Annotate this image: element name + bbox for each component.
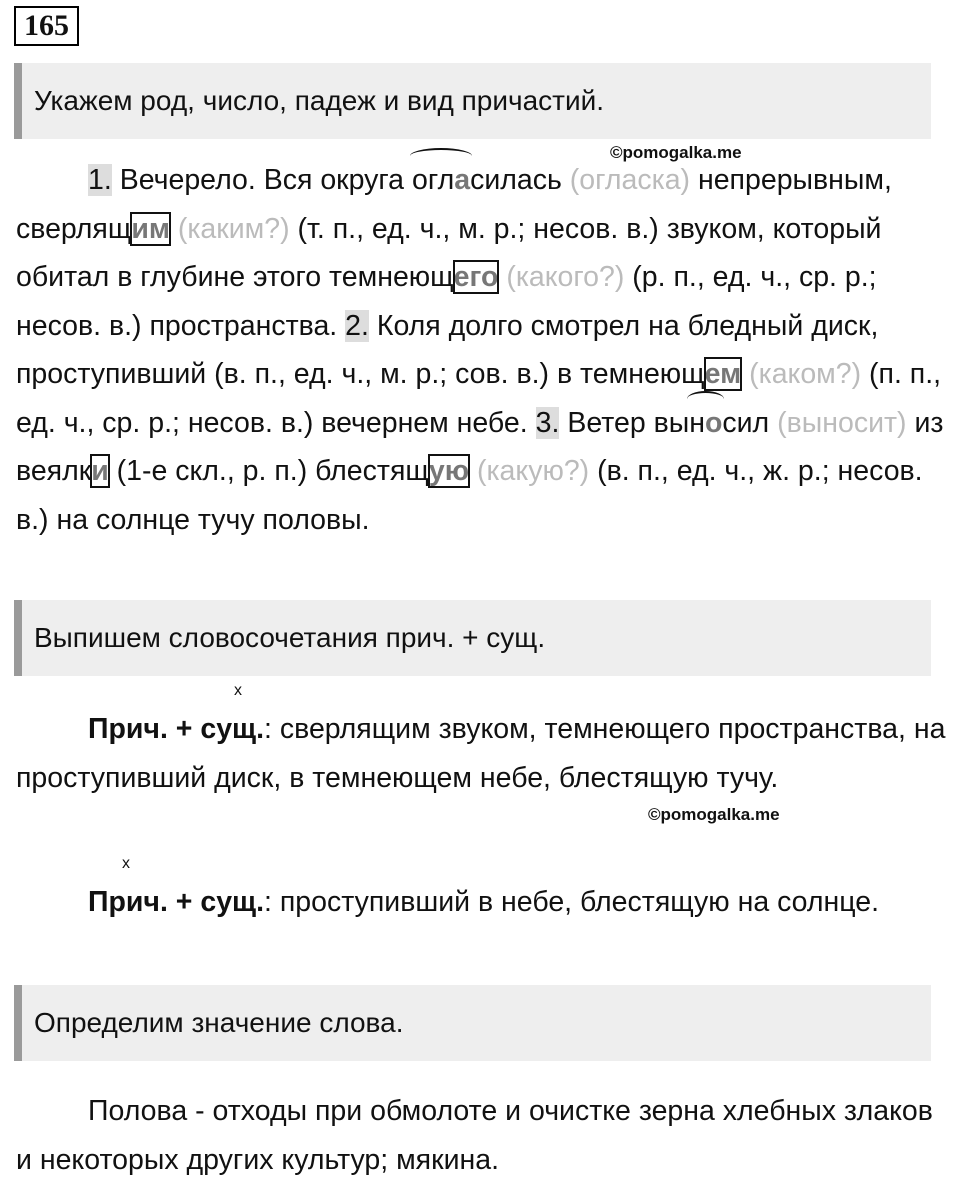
- text-run: ог: [411, 164, 438, 196]
- phrases-label: Прич. + сущ.: [88, 713, 265, 745]
- text-run: из веялк: [16, 406, 944, 487]
- check-word: (выносит): [777, 406, 907, 439]
- question-hint: (какого?): [506, 261, 625, 293]
- phrases-label: Прич. + сущ.: [88, 886, 265, 918]
- task-heading-1: [14, 63, 931, 139]
- text-run: (т. п., ед. ч., м. р.; несов. в.) звуком, который обитал в глубине этого темнеющ: [16, 212, 882, 293]
- text-run: (р. п., ед. ч., ср. р.; несов. в.) пространства.: [16, 261, 877, 342]
- text-run: (1-е скл., р. п.) блестящ: [108, 455, 429, 487]
- root-arc: [689, 399, 722, 448]
- text-run: Коля долго смотрел на бледный диск, проступивший (в. п., ед. ч., м. р.; сов. в.) в темнеющ: [16, 309, 879, 390]
- task-heading-2-text: Выпишем словосочетания прич. + сущ.: [34, 622, 546, 653]
- phrases-list-2: [16, 878, 946, 927]
- ending-box: и: [91, 455, 109, 487]
- sentence-number: 3.: [535, 406, 560, 439]
- vowel-highlight: о: [704, 406, 723, 439]
- text-run: непрерывным, сверлящ: [16, 164, 892, 245]
- question-hint: (какую?): [469, 455, 590, 487]
- ending-box: им: [131, 212, 170, 245]
- check-word: (огласка): [569, 164, 691, 196]
- exercise-text: [16, 156, 946, 544]
- task-heading-3: [14, 985, 931, 1061]
- x-mark: x: [234, 682, 242, 699]
- text-run: (в. п., ед. ч., ж. р.; несов. в.) на солнце тучу половы.: [16, 455, 923, 536]
- task-heading-2: [14, 600, 931, 676]
- task-heading-3-text: Определим значение слова.: [34, 1007, 404, 1038]
- ending-box: ую: [428, 455, 470, 487]
- question-hint: (каком?): [741, 358, 862, 390]
- text-run: л: [437, 164, 455, 196]
- phrases-list-1: [16, 705, 946, 802]
- text-run: силась: [470, 164, 570, 196]
- x-mark: x: [122, 855, 130, 872]
- ending-box: его: [453, 261, 499, 293]
- vowel-highlight: а: [454, 164, 471, 196]
- text-run: н: [689, 406, 705, 439]
- text-run: (п. п., ед. ч., ср. р.; несов. в.) вечернем небе.: [16, 358, 942, 439]
- task-heading-1-text: Укажем род, число, падеж и вид причастий.: [34, 85, 605, 116]
- phrases-text: : сверлящим звуком, темнеющего пространства, на проступивший диск, в темнеющем небе, блестящую тучу.: [16, 713, 946, 794]
- root-arc: [412, 156, 470, 205]
- sentence-number: 2.: [345, 309, 369, 342]
- text-run: сил: [722, 406, 778, 439]
- sentence-number: 1.: [88, 164, 112, 196]
- watermark: ©pomogalka.me: [610, 143, 742, 162]
- question-hint: (каким?): [169, 212, 290, 245]
- phrases-text: : проступивший в небе, блестящую на солнце.: [264, 886, 880, 918]
- text-run: Вечерело. Вся округа: [119, 164, 412, 196]
- definition-text: Полова - отходы при обмолоте и очистке зерна хлебных злаков и некоторых других культур; мякина.: [16, 1095, 933, 1176]
- text-run: Ветер вы: [559, 406, 690, 439]
- watermark: ©pomogalka.me: [648, 805, 780, 824]
- exercise-number: 165: [14, 6, 79, 46]
- ending-box: ем: [704, 358, 742, 390]
- definition: [16, 1087, 946, 1184]
